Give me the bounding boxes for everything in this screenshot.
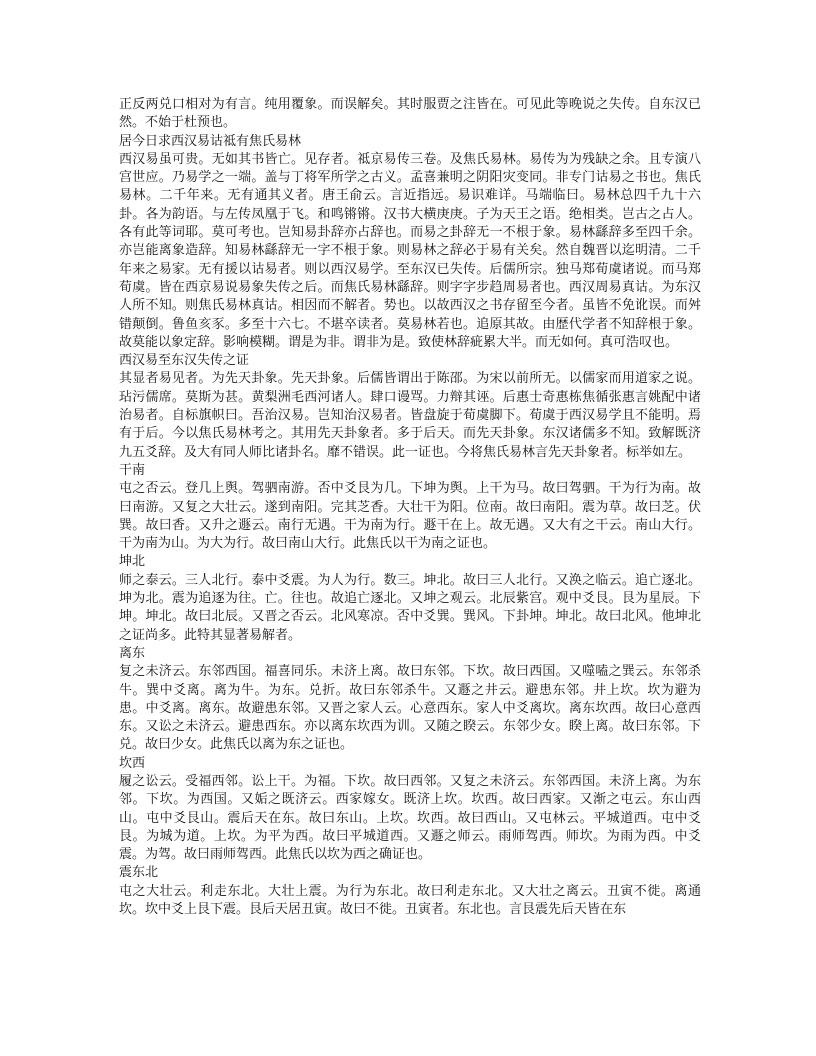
section-heading-jiaoshi-yilin: 居今日求西汉易诂祗有焦氏易林	[119, 133, 302, 149]
paragraph-li-east: 复之未济云。东邻西国。福喜同乐。未济上离。故曰东邻。下坎。故曰西国。又噬嗑之巽云。东邻杀牛。巽中爻离。离为牛。为东。兑折。故曰东邻杀牛。又遯之井云。避患东邻。井上坎。坎为避为患。中爻离。离东。故避患东邻。又晋之家人云。心意西东。家人中爻离坎。离东坎西。故曰心意西东。又讼之未济云。避患西东。亦以离东坎西为训。又随之睽云。东邻少女。睽上离。故曰东邻。下兑。故曰少女。此焦氏以离为东之证也。	[119, 664, 701, 753]
section-heading-zhen-northeast: 震东北	[119, 865, 159, 881]
section-heading-lost-transmission: 西汉易至东汉失传之证	[119, 353, 250, 369]
section-heading-kan-west: 坎西	[119, 755, 146, 771]
paragraph-zhen-northeast: 屯之大壮云。利走东北。大壮上震。为行为东北。故曰利走东北。又大壮之离云。丑寅不徙。离通坎。坎中爻上艮下震。艮后天居丑寅。故曰不徙。丑寅者。东北也。言艮震先后天皆在东	[119, 883, 701, 918]
section-heading-kun-north: 坤北	[119, 554, 146, 570]
section-heading-qian-south: 干南	[119, 462, 146, 478]
document-body	[119, 96, 701, 919]
paragraph-qian-south: 屯之否云。登几上舆。驾驷南游。否中爻艮为几。下坤为舆。上干为马。故曰驾驷。干为行为南。故曰南游。又复之大壮云。遂到南阳。完其芝香。大壮干为阳。位南。故曰南阳。震为草。故曰芝。伏巽。故曰香。又升之遯云。南行无遇。干为南为行。遯干在上。故无遇。又大有之干云。南山大行。干为南为山。为大为行。故曰南山大行。此焦氏以干为南之证也。	[119, 481, 701, 552]
paragraph-xiantian-evidence: 其显者易见者。为先天卦象。先天卦象。后儒皆谓出于陈邵。为宋以前所无。以儒家而用道家之说。玷污儒席。莫斯为甚。黄梨洲毛西河诸人。肆口谩骂。力辩其诬。后惠士奇惠栋焦循张惠言姚配中诸治易者。自标旗帜曰。吾治汉易。岂知治汉易者。皆盘旋于荀虞脚下。荀虞于西汉易学且不能明。焉有于后。今以焦氏易林考之。其用先天卦象者。多于后天。而先天卦象。东汉诸儒多不知。致解既济九五爻辞。及大有同人师比诸卦名。靡不错误。此一证也。今将焦氏易林言先天卦象者。标举如左。	[119, 371, 701, 460]
paragraph-kun-north: 师之泰云。三人北行。泰中爻震。为人为行。数三。坤北。故曰三人北行。又涣之临云。追亡逐北。坤为北。震为追逐为往。亡。往也。故追亡逐北。又坤之观云。北辰紫宫。观中爻艮。艮为星辰。下坤。坤北。故曰北辰。又晋之否云。北风寒凉。否中爻巽。巽风。下卦坤。坤北。故曰北风。他坤北之证尚多。此特其显著易解者。	[119, 572, 701, 643]
paragraph-kan-west: 履之讼云。受福西邻。讼上干。为福。下坎。故曰西邻。又复之未济云。东邻西国。未济上离。为东邻。下坎。为西国。又姤之既济云。西家嫁女。既济上坎。坎西。故曰西家。又渐之屯云。东山西山。屯中爻艮山。震后天在东。故曰东山。上坎。坎西。故曰西山。又屯林云。平城道西。屯中爻艮。为城为道。上坎。为平为西。故曰平城道西。又遯之师云。雨师驾西。师坎。为雨为西。中爻震。为驾。故曰雨师驾西。此焦氏以坎为西之确证也。	[119, 773, 701, 863]
paragraph-intro: 正反两兑口相对为有言。纯用覆象。而误解矣。其时服贾之注皆在。可见此等晚说之失传。自东汉已然。不始于杜预也。	[119, 97, 701, 131]
section-heading-li-east: 离东	[119, 645, 146, 661]
paragraph-western-han-yi: 西汉易虽可贵。无如其书皆亡。见存者。祗京易传三卷。及焦氏易林。易传为为残缺之余。且专演八宫世应。乃易学之一端。盖与丁将军所学之古义。孟喜兼明之阴阳灾变同。非专门诂易之书也。焦氏易林。二千年来。无有通其义者。唐王俞云。言近指远。易识难详。马端临曰。易林总四千九十六卦。各为韵语。与左传凤凰于飞。和鸣锵锵。汉书大横庚庚。子为天王之语。绝相类。岂古之占人。各有此等词耶。莫可考也。岂知易卦辞亦占辞也。而易之卦辞无一不根于象。易林繇辞多至四千余。亦岂能离象造辞。知易林繇辞无一字不根于象。则易林之辞必于易有关矣。然自魏晋以迄明清。二千年来之易家。无有援以诂易者。则以西汉易学。至东汉已失传。后儒所宗。独马郑荀虞诸说。而马郑荀虞。皆在西京易说易象失传之后。而焦氏易林繇辞。则字字步趋周易者也。西汉周易真诂。为东汉人所不知。则焦氏易林真诂。相因而不解者。势也。以故西汉之书存留至今者。虽皆不免讹误。而舛错颠倒。鲁鱼亥豕。多至十六七。不堪卒读者。莫易林若也。追原其故。由歴代学者不知辞根于象。故莫能以象定辞。影响模糊。谓是为非。谓非为是。致使林辞疵累大半。而无如何。真可浩叹也。	[119, 151, 701, 350]
